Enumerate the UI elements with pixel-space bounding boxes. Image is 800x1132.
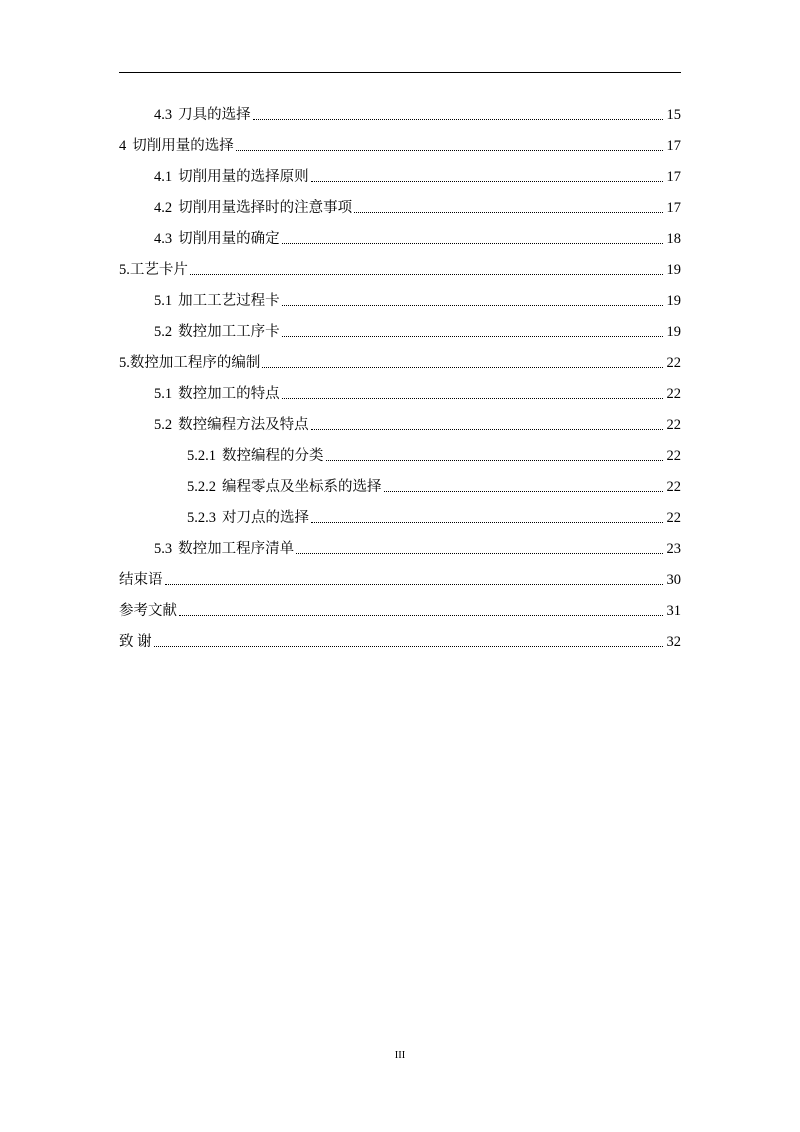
toc-entry-page: 23	[666, 541, 681, 558]
toc-entry-page: 18	[666, 231, 681, 248]
toc-entry-title: 切削用量选择时的注意事项	[178, 200, 353, 217]
toc-entry-number: 5.2	[154, 324, 173, 341]
toc-entry[interactable]	[119, 596, 681, 627]
toc-entry-number: 4	[119, 138, 127, 155]
toc-entry-number: 5.2.1	[187, 448, 216, 465]
toc-entry-title: 切削用量的选择	[132, 138, 234, 155]
toc-entry-title: 数控加工程序的编制	[129, 355, 261, 372]
toc-entry[interactable]	[119, 534, 681, 565]
toc-entry-number: 5.2.2	[187, 479, 216, 496]
toc-dot-leader	[179, 615, 663, 616]
toc-entry[interactable]	[119, 472, 681, 503]
toc-dot-leader	[262, 367, 663, 368]
toc-entry[interactable]	[119, 100, 681, 131]
toc-entry-page: 30	[666, 572, 681, 589]
toc-entry-title: 切削用量的选择原则	[178, 169, 309, 186]
toc-entry-page: 31	[666, 603, 681, 620]
toc-entry-page: 15	[666, 107, 681, 124]
header-rule	[119, 72, 681, 73]
toc-entry-title: 刀具的选择	[178, 107, 251, 124]
toc-entry-title: 加工工艺过程卡	[178, 293, 280, 310]
toc-entry-number: 4.1	[154, 169, 173, 186]
toc-entry[interactable]	[119, 441, 681, 472]
toc-entry[interactable]	[119, 193, 681, 224]
toc-entry[interactable]	[119, 162, 681, 193]
toc-entry-page: 22	[666, 510, 681, 527]
toc-dot-leader	[311, 522, 663, 523]
toc-dot-leader	[282, 305, 663, 306]
toc-dot-leader	[326, 460, 664, 461]
toc-entry-number: 5.1	[154, 386, 173, 403]
toc-entry-page: 22	[666, 448, 681, 465]
toc-entry[interactable]	[119, 348, 681, 379]
toc-entry-page: 22	[666, 386, 681, 403]
toc-entry-number: 5.1	[154, 293, 173, 310]
toc-dot-leader	[282, 243, 663, 244]
toc-entry-title: 工艺卡片	[129, 262, 188, 279]
toc-entry-page: 19	[666, 324, 681, 341]
toc-entry-title: 数控加工工序卡	[178, 324, 280, 341]
toc-entry-title: 结束语	[119, 572, 163, 589]
toc-entry-page: 19	[666, 293, 681, 310]
toc-entry-number: 4.3	[154, 107, 173, 124]
toc-entry-title: 数控加工程序清单	[178, 541, 295, 558]
toc-entry-title: 参考文献	[119, 603, 177, 620]
toc-entry[interactable]	[119, 627, 681, 658]
table-of-contents	[119, 100, 681, 658]
toc-dot-leader	[253, 119, 663, 120]
toc-entry-number: 5.2.3	[187, 510, 216, 527]
toc-entry-title: 数控加工的特点	[178, 386, 280, 403]
toc-dot-leader	[282, 398, 663, 399]
toc-entry-title: 致 谢	[119, 634, 152, 651]
toc-entry-page: 22	[666, 417, 681, 434]
toc-entry[interactable]	[119, 224, 681, 255]
toc-dot-leader	[384, 491, 664, 492]
toc-entry-page: 22	[666, 355, 681, 372]
toc-dot-leader	[311, 429, 663, 430]
toc-entry[interactable]	[119, 317, 681, 348]
toc-entry-page: 17	[666, 169, 681, 186]
toc-entry-page: 32	[666, 634, 681, 651]
toc-entry-number: 5.3	[154, 541, 173, 558]
toc-entry[interactable]	[119, 131, 681, 162]
toc-entry[interactable]	[119, 410, 681, 441]
toc-entry[interactable]	[119, 565, 681, 596]
toc-entry-number: 5.	[119, 355, 130, 372]
toc-dot-leader	[190, 274, 663, 275]
toc-dot-leader	[296, 553, 663, 554]
toc-entry[interactable]	[119, 255, 681, 286]
toc-dot-leader	[154, 646, 663, 647]
toc-dot-leader	[354, 212, 663, 213]
toc-dot-leader	[282, 336, 663, 337]
toc-entry-title: 对刀点的选择	[222, 510, 309, 527]
toc-entry-page: 19	[666, 262, 681, 279]
toc-entry-page: 17	[666, 138, 681, 155]
toc-entry[interactable]	[119, 503, 681, 534]
toc-entry-page: 22	[666, 479, 681, 496]
toc-dot-leader	[311, 181, 663, 182]
toc-dot-leader	[236, 150, 663, 151]
toc-entry-number: 5.2	[154, 417, 173, 434]
toc-entry-number: 5.	[119, 262, 130, 279]
toc-entry[interactable]	[119, 286, 681, 317]
toc-entry-title: 数控编程方法及特点	[178, 417, 309, 434]
toc-entry[interactable]	[119, 379, 681, 410]
toc-entry-number: 4.2	[154, 200, 173, 217]
toc-dot-leader	[165, 584, 664, 585]
toc-entry-number: 4.3	[154, 231, 173, 248]
toc-entry-title: 切削用量的确定	[178, 231, 280, 248]
toc-entry-title: 数控编程的分类	[222, 448, 324, 465]
toc-entry-page: 17	[666, 200, 681, 217]
page-number: III	[394, 1050, 406, 1061]
toc-entry-title: 编程零点及坐标系的选择	[222, 479, 382, 496]
